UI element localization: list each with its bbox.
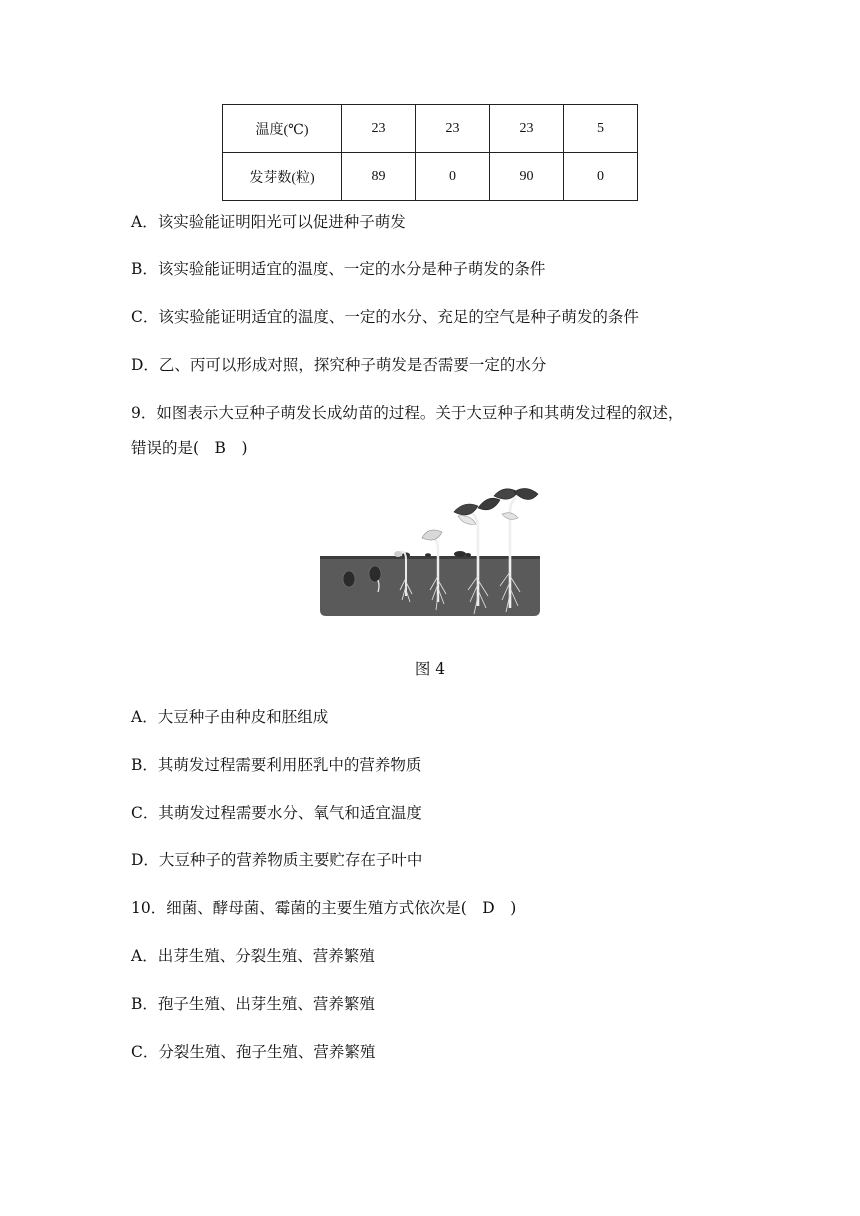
- seedling-growth-illustration: [318, 486, 544, 620]
- q10-option-c: C．分裂生殖、孢子生殖、营养繁殖: [131, 1043, 376, 1061]
- table-row: [223, 153, 638, 201]
- q9-option-a: A．大豆种子由种皮和胚组成: [131, 708, 329, 726]
- table-cell: 23: [416, 105, 490, 153]
- table-cell: 5: [564, 105, 638, 153]
- table-cell: 90: [490, 153, 564, 201]
- table-row-label: 温度(℃): [223, 105, 342, 153]
- q8-option-c: C．该实验能证明适宜的温度、一定的水分、充足的空气是种子萌发的条件: [131, 308, 639, 326]
- table-row-label: 发芽数(粒): [223, 153, 342, 201]
- table-cell: 89: [342, 153, 416, 201]
- q10-option-a: A．出芽生殖、分裂生殖、营养繁殖: [131, 947, 375, 965]
- q8-option-b: B．该实验能证明适宜的温度、一定的水分是种子萌发的条件: [131, 260, 546, 278]
- q10-stem: 10．细菌、酵母菌、霉菌的主要生殖方式依次是( D ): [131, 899, 517, 917]
- q9-stem-line2: 错误的是( B ): [131, 439, 248, 457]
- q9-stem-line1: 9．如图表示大豆种子萌发长成幼苗的过程。关于大豆种子和其萌发过程的叙述，: [131, 404, 684, 422]
- q8-option-d: D．乙、丙可以形成对照，探究种子萌发是否需要一定的水分: [131, 356, 547, 374]
- table-cell: 0: [564, 153, 638, 201]
- table-row: [223, 105, 638, 153]
- germination-data-table: [222, 104, 638, 201]
- table-cell: 0: [416, 153, 490, 201]
- table-cell: 23: [342, 105, 416, 153]
- q9-option-b: B．其萌发过程需要利用胚乳中的营养物质: [131, 756, 422, 774]
- q10-option-b: B．孢子生殖、出芽生殖、营养繁殖: [131, 995, 375, 1013]
- q9-option-d: D．大豆种子的营养物质主要贮存在子叶中: [131, 851, 423, 869]
- figure-caption: 图 4: [414, 660, 446, 678]
- seed-germination-figure: [318, 486, 544, 620]
- q8-option-a: A．该实验能证明阳光可以促进种子萌发: [131, 213, 406, 231]
- q9-option-c: C．其萌发过程需要水分、氧气和适宜温度: [131, 804, 422, 822]
- table-cell: 23: [490, 105, 564, 153]
